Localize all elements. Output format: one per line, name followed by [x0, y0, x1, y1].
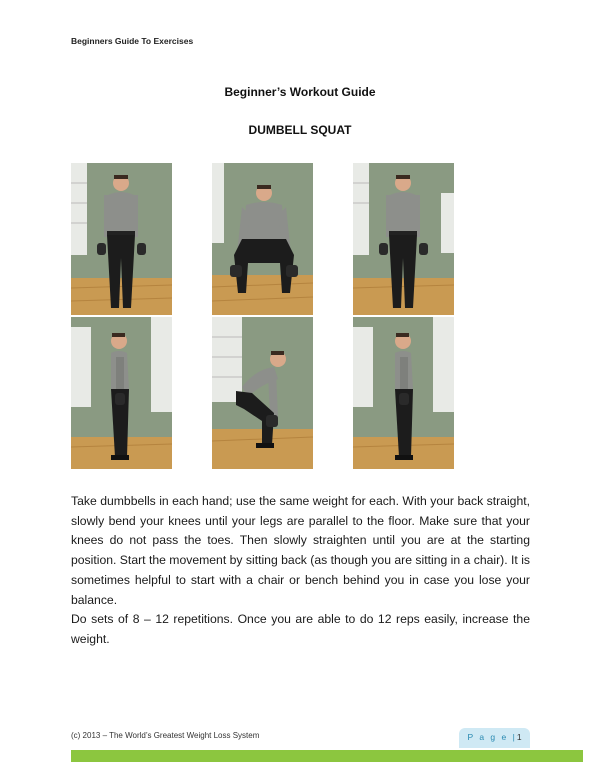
photo-front-squat — [212, 163, 313, 315]
reps-paragraph: Do sets of 8 – 12 repetitions. Once you are able to do 12 reps easily, increase the weight. — [71, 612, 530, 646]
photo-side-standing-finish — [353, 317, 454, 469]
document-title: Beginner’s Workout Guide — [224, 85, 376, 99]
photo-front-standing-finish — [353, 163, 454, 315]
footer-copyright: (c) 2013 – The World’s Greatest Weight Loss System — [71, 731, 260, 740]
instructions-text — [71, 492, 530, 650]
running-header: Beginners Guide To Exercises — [71, 36, 194, 46]
page-label: P a g e | — [467, 732, 517, 742]
page-number-tab — [459, 728, 530, 748]
footer-accent-bar — [71, 750, 583, 762]
instructions-paragraph: Take dumbbells in each hand; use the same weight for each. With your back straight, slowly bend your knees until your legs are parallel to the floor. Make sure that your knees do not pass the toes. Then slowly straighten until you are at the starting position. Start the movement by sitting back (as though you are sitting in a chair). It is sometimes helpful to start with a chair or bench behind you in case you lose your balance. — [71, 494, 530, 607]
page-number: 1 — [516, 732, 522, 742]
exercise-title: DUMBELL SQUAT — [248, 123, 352, 137]
photo-side-standing-start — [71, 317, 172, 469]
photo-front-standing-start — [71, 163, 172, 315]
photo-side-squat — [212, 317, 313, 469]
